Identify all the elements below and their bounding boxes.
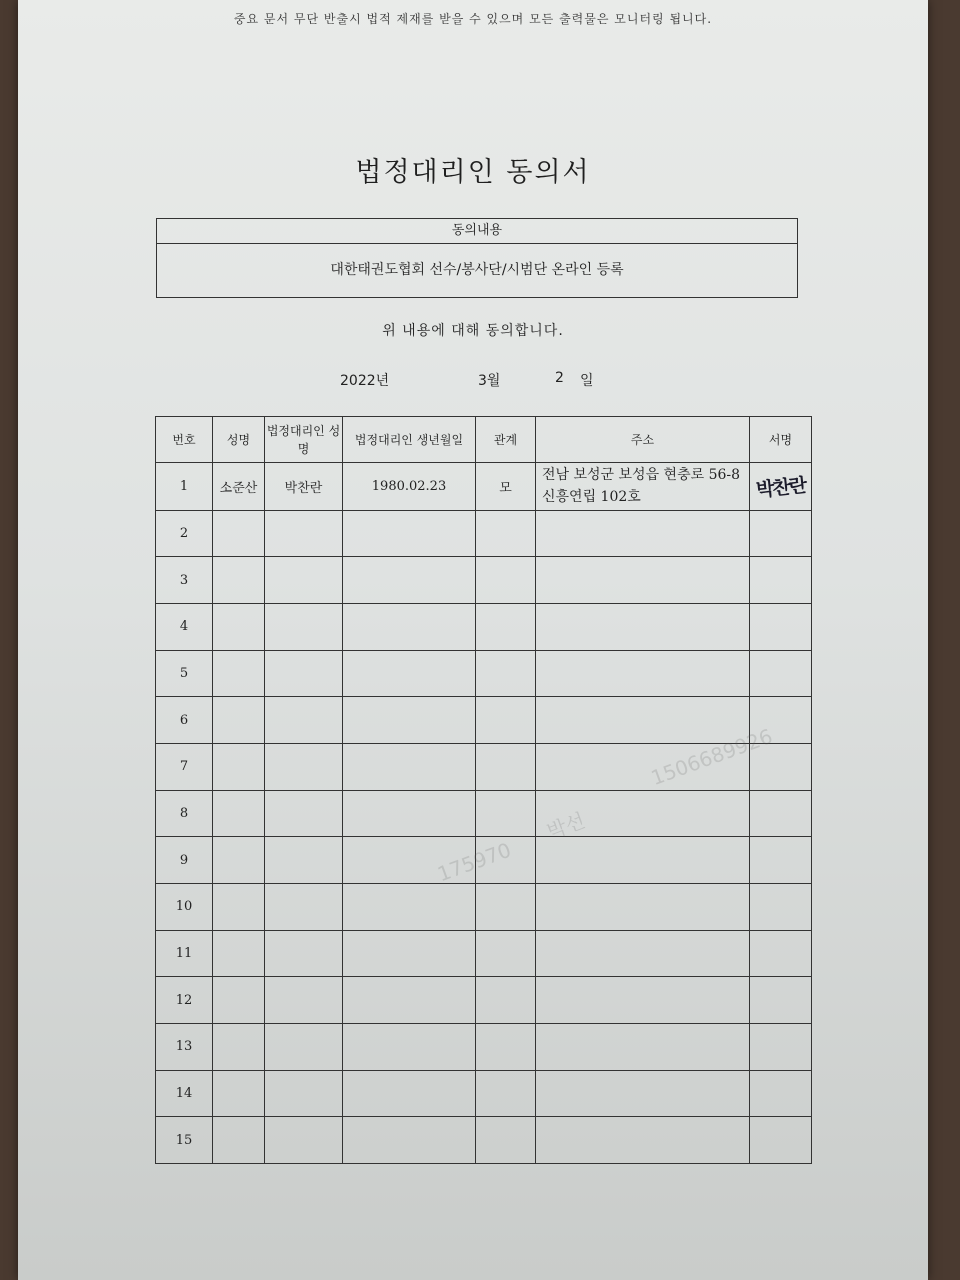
guardian-table bbox=[155, 416, 812, 1164]
cell-no: 14 bbox=[156, 1070, 213, 1117]
cell-address bbox=[536, 1117, 750, 1164]
cell-relation bbox=[476, 510, 536, 557]
cell-address bbox=[536, 604, 750, 651]
cell-no: 1 bbox=[156, 463, 213, 511]
cell-name bbox=[213, 1070, 265, 1117]
cell-relation bbox=[476, 650, 536, 697]
cell-signature bbox=[750, 463, 812, 511]
cell-guardian-birth bbox=[343, 510, 476, 557]
cell-signature bbox=[750, 604, 812, 651]
cell-no: 10 bbox=[156, 883, 213, 930]
cell-signature bbox=[750, 790, 812, 837]
cell-guardian-birth bbox=[343, 744, 476, 791]
cell-guardian-birth bbox=[343, 790, 476, 837]
watermark-text: 박선 bbox=[543, 808, 589, 844]
cell-relation: 모 bbox=[476, 463, 536, 511]
cell-no: 12 bbox=[156, 977, 213, 1024]
cell-address bbox=[536, 1023, 750, 1070]
cell-guardian-birth bbox=[343, 977, 476, 1024]
agreement-statement: 위 내용에 대해 동의합니다. bbox=[382, 323, 564, 339]
cell-no: 5 bbox=[156, 650, 213, 697]
cell-no: 13 bbox=[156, 1023, 213, 1070]
cell-address bbox=[536, 510, 750, 557]
cell-guardian-birth bbox=[343, 557, 476, 604]
cell-signature bbox=[750, 1023, 812, 1070]
cell-address bbox=[536, 977, 750, 1024]
cell-guardian-birth bbox=[343, 697, 476, 744]
cell-address: 전남 보성군 보성읍 현충로 56-8 신흥연립 102호 bbox=[536, 463, 750, 511]
cell-name bbox=[213, 790, 265, 837]
confidential-warning: 중요 문서 무단 반출시 법적 제재를 받을 수 있으며 모든 출력물은 모니터링 됩니다. bbox=[233, 12, 713, 26]
header-guardian-birth: 법정대리인 생년월일 bbox=[343, 417, 476, 463]
cell-guardian-name: 박찬란 bbox=[265, 463, 343, 511]
table-row bbox=[156, 510, 812, 557]
cell-relation bbox=[476, 1023, 536, 1070]
cell-relation bbox=[476, 557, 536, 604]
table-row bbox=[156, 604, 812, 651]
cell-guardian-birth bbox=[343, 604, 476, 651]
cell-guardian-name bbox=[265, 977, 343, 1024]
cell-relation bbox=[476, 930, 536, 977]
table-row bbox=[156, 1117, 812, 1164]
cell-signature bbox=[750, 977, 812, 1024]
cell-name bbox=[213, 650, 265, 697]
table-row bbox=[156, 883, 812, 930]
cell-signature bbox=[750, 557, 812, 604]
cell-relation bbox=[476, 1070, 536, 1117]
cell-guardian-birth bbox=[343, 883, 476, 930]
cell-relation bbox=[476, 883, 536, 930]
cell-address bbox=[536, 697, 750, 744]
cell-signature bbox=[750, 837, 812, 884]
document-paper bbox=[18, 0, 928, 1280]
date-day: 2 bbox=[555, 370, 564, 386]
cell-guardian-name bbox=[265, 557, 343, 604]
cell-name bbox=[213, 557, 265, 604]
table-body bbox=[156, 463, 812, 1164]
cell-guardian-name bbox=[265, 1070, 343, 1117]
cell-name bbox=[213, 883, 265, 930]
consent-content: 대한태권도협회 선수/봉사단/시범단 온라인 등록 bbox=[330, 262, 624, 278]
date-day-unit: 일 bbox=[580, 373, 594, 389]
cell-no: 8 bbox=[156, 790, 213, 837]
cell-no: 3 bbox=[156, 557, 213, 604]
cell-name bbox=[213, 510, 265, 557]
cell-guardian-birth bbox=[343, 930, 476, 977]
cell-relation bbox=[476, 604, 536, 651]
cell-guardian-name bbox=[265, 604, 343, 651]
consent-box bbox=[156, 218, 798, 298]
cell-guardian-birth bbox=[343, 650, 476, 697]
watermark-text: 175970 bbox=[434, 837, 515, 887]
table-row bbox=[156, 557, 812, 604]
cell-signature bbox=[750, 1117, 812, 1164]
cell-no: 6 bbox=[156, 697, 213, 744]
table-row bbox=[156, 650, 812, 697]
date-month: 3월 bbox=[478, 373, 501, 389]
cell-name bbox=[213, 1117, 265, 1164]
cell-relation bbox=[476, 1117, 536, 1164]
cell-address bbox=[536, 883, 750, 930]
cell-guardian-birth bbox=[343, 1117, 476, 1164]
cell-guardian-birth bbox=[343, 1023, 476, 1070]
table-row bbox=[156, 1070, 812, 1117]
cell-guardian-birth: 1980.02.23 bbox=[343, 463, 476, 511]
watermark-text: 1506689926 bbox=[647, 723, 776, 791]
cell-guardian-name bbox=[265, 883, 343, 930]
table-row bbox=[156, 977, 812, 1024]
cell-name bbox=[213, 697, 265, 744]
table-header-row bbox=[156, 417, 812, 463]
document-title: 법정대리인 동의서 bbox=[355, 157, 591, 188]
cell-name bbox=[213, 1023, 265, 1070]
cell-signature bbox=[750, 650, 812, 697]
cell-guardian-name bbox=[265, 1023, 343, 1070]
header-signature: 서명 bbox=[750, 417, 812, 463]
cell-address bbox=[536, 557, 750, 604]
cell-relation bbox=[476, 790, 536, 837]
header-guardian-name: 법정대리인 성명 bbox=[265, 417, 343, 463]
cell-no: 11 bbox=[156, 930, 213, 977]
header-relation: 관계 bbox=[476, 417, 536, 463]
cell-signature bbox=[750, 1070, 812, 1117]
cell-address bbox=[536, 837, 750, 884]
cell-signature bbox=[750, 883, 812, 930]
table-row bbox=[156, 790, 812, 837]
cell-guardian-birth bbox=[343, 1070, 476, 1117]
cell-no: 9 bbox=[156, 837, 213, 884]
table-row bbox=[156, 697, 812, 744]
cell-no: 2 bbox=[156, 510, 213, 557]
cell-name: 소준산 bbox=[213, 463, 265, 511]
handwritten-signature: 박찬란 bbox=[755, 474, 807, 502]
cell-address bbox=[536, 930, 750, 977]
cell-relation bbox=[476, 697, 536, 744]
cell-name bbox=[213, 604, 265, 651]
cell-guardian-name bbox=[265, 837, 343, 884]
cell-no: 7 bbox=[156, 744, 213, 791]
cell-guardian-name bbox=[265, 697, 343, 744]
cell-signature bbox=[750, 510, 812, 557]
table-row bbox=[156, 1023, 812, 1070]
cell-address bbox=[536, 1070, 750, 1117]
cell-name bbox=[213, 977, 265, 1024]
cell-guardian-name bbox=[265, 510, 343, 557]
cell-signature bbox=[750, 930, 812, 977]
header-no: 번호 bbox=[156, 417, 213, 463]
cell-relation bbox=[476, 977, 536, 1024]
cell-guardian-name bbox=[265, 930, 343, 977]
cell-guardian-name bbox=[265, 1117, 343, 1164]
header-name: 성명 bbox=[213, 417, 265, 463]
cell-relation bbox=[476, 744, 536, 791]
table-row bbox=[156, 930, 812, 977]
table-row bbox=[156, 463, 812, 511]
date-year: 2022년 bbox=[340, 373, 390, 389]
cell-address bbox=[536, 650, 750, 697]
cell-guardian-name bbox=[265, 790, 343, 837]
consent-header: 동의내용 bbox=[157, 219, 797, 244]
cell-name bbox=[213, 930, 265, 977]
cell-guardian-name bbox=[265, 650, 343, 697]
cell-no: 4 bbox=[156, 604, 213, 651]
cell-guardian-name bbox=[265, 744, 343, 791]
cell-name bbox=[213, 744, 265, 791]
cell-name bbox=[213, 837, 265, 884]
cell-no: 15 bbox=[156, 1117, 213, 1164]
header-address: 주소 bbox=[536, 417, 750, 463]
